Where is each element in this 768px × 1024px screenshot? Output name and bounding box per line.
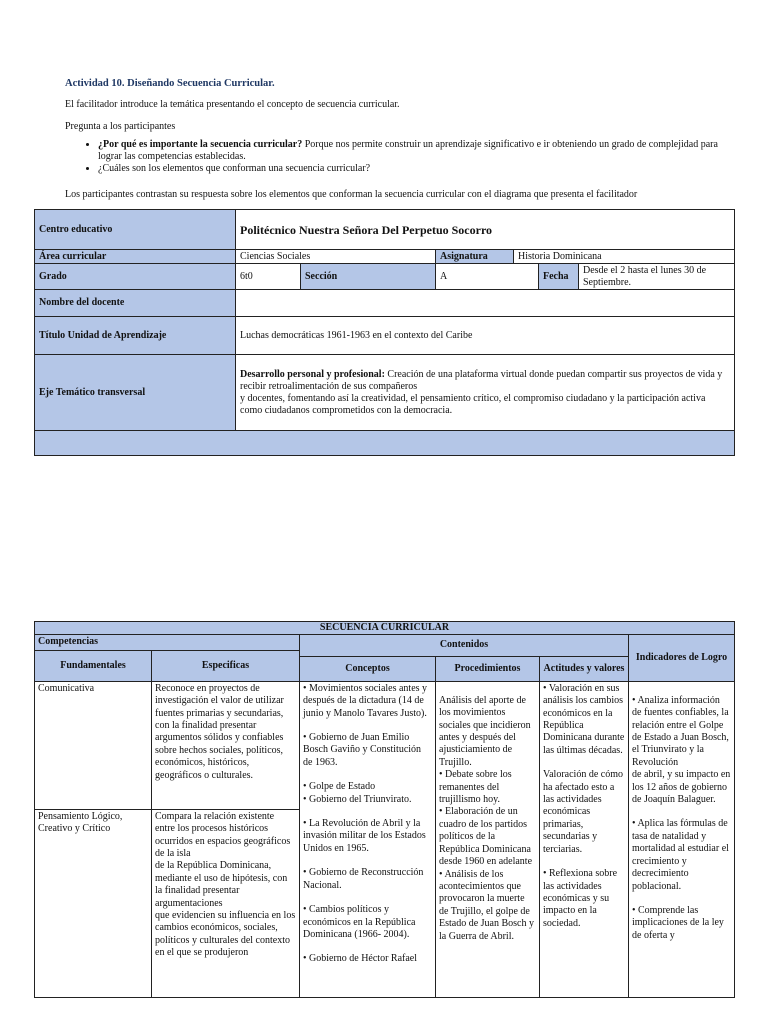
procedimientos-header: Procedimientos — [436, 656, 540, 681]
titulo-value: Luchas democráticas 1961-1963 en el contexto del Caribe — [236, 317, 735, 355]
contenidos-header: Contenidos — [300, 635, 629, 656]
asignatura-value: Historia Dominicana — [514, 250, 735, 264]
grado-label: Grado — [35, 264, 236, 290]
especifica-text: que evidencien su influencia en los cambios económicos, sociales, políticos y culturales del contexto — [155, 910, 296, 946]
docente-value — [236, 290, 735, 317]
actitud-item: Valoración de cómo ha afectado esto a — [543, 769, 623, 793]
concepto-item: • Movimientos sociales antes y después de la dictadura (14 de junio y Manolo Tavares Justo). — [303, 682, 428, 719]
centro-value: Politécnico Nuestra Señora Del Perpetuo Socorro — [236, 210, 735, 250]
question-item — [98, 163, 738, 175]
especifica-cell — [152, 809, 300, 997]
competencias-header: Competencias — [35, 635, 300, 650]
concepto-item: • Cambios políticos y económicos en la República Dominicana (1966- 2004). — [303, 904, 416, 940]
indicador-item: • Aplica las fórmulas de tasa de natalidad y mortalidad al estudiar el crecimiento y decrecimiento poblacional. — [632, 818, 729, 892]
concepto-item: • La Revolución de Abril y la invasión militar de los Estados Unidos en 1965. — [303, 818, 426, 854]
info-footer-band — [35, 431, 735, 456]
fundamental-cell — [35, 809, 152, 997]
indicadores-cell — [629, 681, 735, 997]
especifica-text: en el que se produjeron — [155, 947, 249, 959]
area-value: Ciencias Sociales — [236, 250, 436, 264]
concepto-item: • Gobierno de Juan Emilio Bosch Gaviño y Constitución de 1963. — [303, 732, 422, 768]
seccion-value: A — [436, 264, 539, 290]
procedimiento-item: Análisis del aporte de los movimientos sociales que incidieron — [439, 694, 531, 731]
actitud-item: • Valoración en sus análisis los cambios económicos en la República Dominicana durante las últimas décadas. — [543, 682, 625, 756]
sequence-table — [34, 621, 735, 998]
question-item — [98, 139, 738, 163]
especifica-text: Reconoce en proyectos de investigación el valor de utilizar fuentes primarias y secundarias, con la finalidad presentar argumentos sólidos y confiables sobre hechos sociales, políticos, económicos, históricos, geográficos o culturales. — [155, 682, 284, 781]
question-bold: ¿Por qué es importante la secuencia curricular? — [98, 139, 303, 150]
fundamental-text: Comunicativa — [38, 682, 95, 694]
fundamental-text: Pensamiento Lógico, Creativo y Crítico — [38, 810, 123, 835]
conceptos-cell — [300, 681, 436, 997]
conceptos-header: Conceptos — [300, 656, 436, 681]
eje-text: Creación de una plataforma virtual donde puedan compartir sus proyectos de vida y recibir retroalimentación de sus compañeros — [240, 368, 723, 392]
asignatura-label: Asignatura — [436, 250, 514, 264]
eje-bold: Desarrollo personal y profesional: — [240, 368, 385, 380]
concepto-item: • Golpe de Estado — [303, 781, 376, 793]
indicador-item: de abril, y su impacto en los 12 años de gobierno de Joaquín Balaguer. — [632, 769, 731, 806]
especifica-text: de la República Dominicana, mediante el uso de hipótesis, con la finalidad presentar argumentaciones — [155, 860, 288, 909]
eje-label: Eje Temático transversal — [35, 355, 236, 431]
eje-text-continued: y docentes, fomentando así la creatividad, el pensamiento crítico, el compromiso ciudadano y la participación activa como ciudadanos comprometidos con la democracia. — [240, 392, 706, 416]
actitudes-cell — [540, 681, 629, 997]
grado-value: 6t0 — [236, 264, 301, 290]
area-label: Área curricular — [35, 250, 236, 264]
procedimiento-item: • Elaboración de un cuadro de los partidos políticos de la República Dominicana desde 1960 en adelante — [439, 806, 533, 868]
question-answer: Porque nos permite construir un aprendizaje significativo e ir obteniendo un grado de complejidad para lograr las competencias establecidas. — [98, 139, 718, 162]
actitud-item: • Reflexiona sobre las actividades económicas y su impacto en la sociedad. — [543, 868, 618, 929]
centro-label: Centro educativo — [35, 210, 236, 250]
especifica-cell — [152, 681, 300, 809]
concepto-item: • Gobierno de Héctor Rafael — [303, 953, 418, 965]
prompt-text: Pregunta a los participantes — [65, 121, 176, 132]
procedimientos-cell — [436, 681, 540, 997]
question-list — [80, 139, 738, 175]
concepto-item: • Gobierno del Triunvirato. — [303, 793, 412, 805]
indicador-item: • Analiza información de fuentes confiables, la relación entre el Golpe de Estado a Juan Bosch, el Triunvirato y la Revolución — [632, 694, 729, 768]
intro-text: El facilitador introduce la temática presentando el concepto de secuencia curricular. — [65, 99, 400, 110]
fecha-label: Fecha — [539, 264, 579, 290]
especificas-header: Especificas — [152, 650, 300, 681]
actitud-item: las actividades económicas primarias, secundarias y terciarias. — [543, 794, 602, 855]
question-text: ¿Cuáles son los elementos que conforman una secuencia curricular? — [98, 163, 371, 174]
activity-title: Actividad 10. Diseñando Secuencia Curricular. — [65, 78, 275, 89]
procedimiento-item: • Debate sobre los remanentes del trujillismo hoy. — [439, 769, 512, 806]
docente-label: Nombre del docente — [35, 290, 236, 317]
concepto-item: • Gobierno de Reconstrucción Nacional. — [303, 867, 424, 891]
procedimiento-item: • Análisis de los acontecimientos que provocaron la muerte de Trujillo, el golpe de Estado de Juan Bosch y la Guerra de Abril. — [439, 868, 534, 942]
info-table — [34, 209, 735, 456]
sequence-title: SECUENCIA CURRICULAR — [35, 622, 735, 635]
seccion-label: Sección — [301, 264, 436, 290]
fecha-value: Desde el 2 hasta el lunes 30 de Septiembre. — [579, 264, 735, 290]
fundamentales-header: Fundamentales — [35, 650, 152, 681]
indicadores-header: Indicadores de Logro — [629, 635, 735, 681]
procedimiento-item: antes y después del ajusticiamiento de Trujillo. — [439, 732, 516, 768]
fundamental-cell — [35, 681, 152, 809]
indicador-item: • Comprende las implicaciones de la ley de oferta y — [632, 904, 724, 941]
especifica-text: Compara la relación existente entre los procesos históricos ocurridos en espacios geográficos de la isla — [155, 810, 291, 860]
eje-value — [236, 355, 735, 431]
actitudes-header: Actitudes y valores — [540, 656, 629, 681]
contrast-text: Los participantes contrastan su respuesta sobre los elementos que conforman la secuencia curricular con el diagrama que presenta el facilitador — [65, 189, 638, 200]
titulo-label: Título Unidad de Aprendizaje — [35, 317, 236, 355]
